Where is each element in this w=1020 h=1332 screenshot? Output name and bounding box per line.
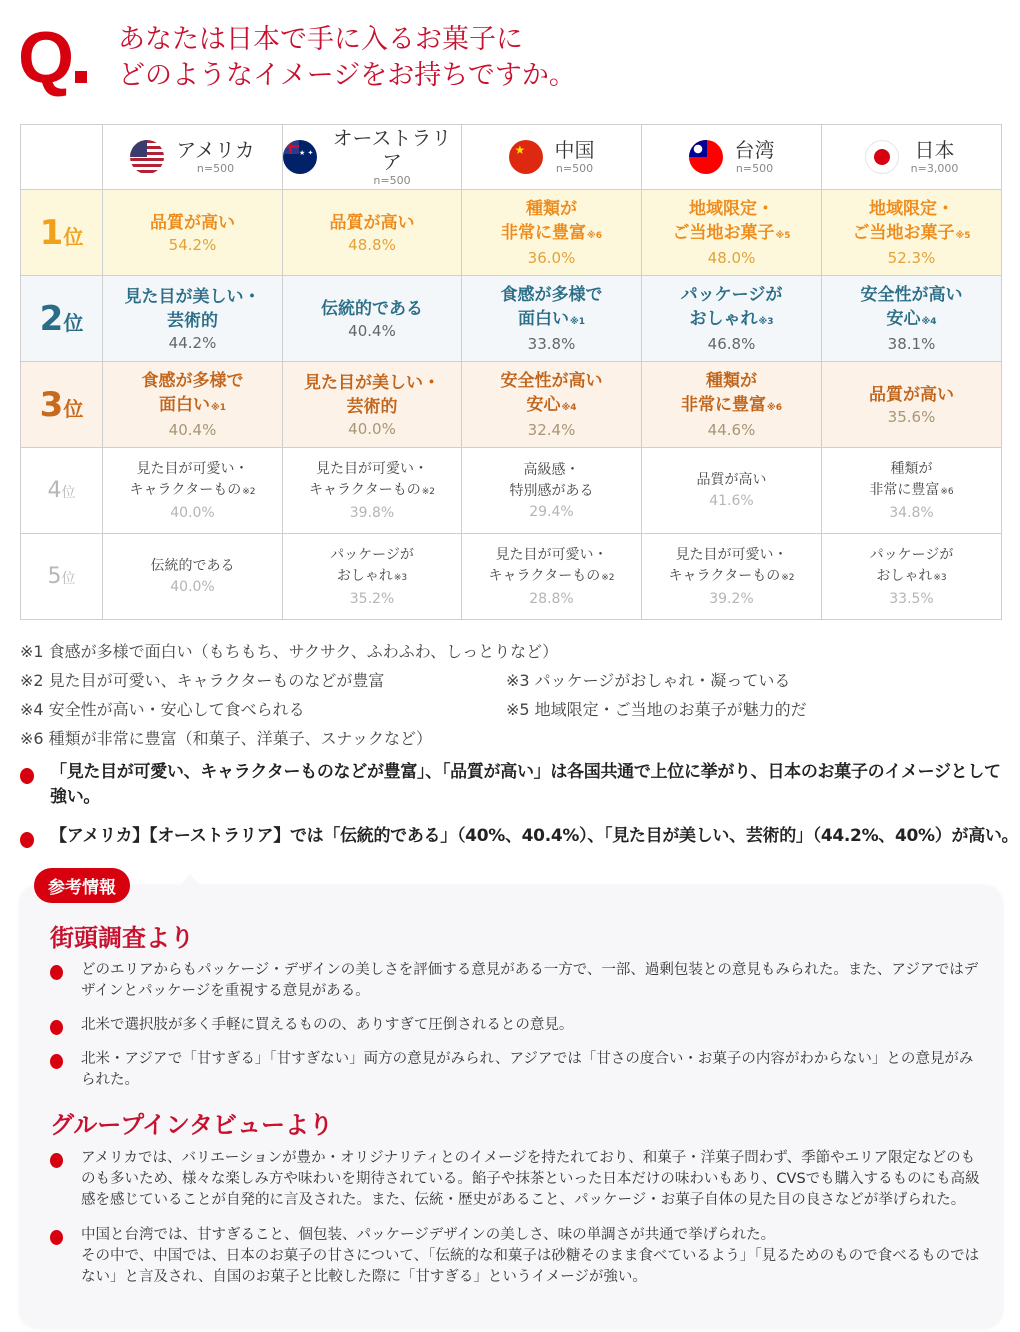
list-item: アメリカでは、バリエーションが豊か・オリジナリティとのイメージを持たれており、和菓子・洋菓子問わず、季節やエリア限定などのものも多いため、様々な楽しみ方や味わいを期待されている。餡子や抹茶といった日本だけの味わいもあり、CVSでも購入するものにも高級感を感じていることが自発的に言及された。また、伝統・歴史があること、パッケージ・お菓子自体の見た目の良さなどが挙げられた。 bbox=[50, 1148, 980, 1211]
rank-label: 2位 bbox=[21, 276, 103, 362]
rank-label: 3位 bbox=[21, 362, 103, 448]
australia-flag-icon bbox=[283, 140, 317, 174]
table-header-row bbox=[21, 125, 1002, 190]
street-survey-list bbox=[50, 960, 980, 1101]
rank-cell: 食感が多様で 面白い※1 33.8% bbox=[462, 276, 642, 362]
rank-cell: 伝統的である 40.4% bbox=[283, 276, 462, 362]
rank-cell: 見た目が美しい・ 芸術的 44.2% bbox=[103, 276, 283, 362]
country-name: 日本 bbox=[914, 138, 955, 162]
rank-cell: 安全性が高い 安心※4 38.1% bbox=[822, 276, 1002, 362]
rank-cell: 種類が 非常に豊富※6 36.0% bbox=[462, 190, 642, 276]
bullet-dot-icon bbox=[50, 1020, 63, 1035]
taiwan-flag-icon bbox=[689, 140, 723, 174]
footnote-5: ※5 地域限定・ご当地のお菓子が魅力的だ bbox=[506, 700, 807, 719]
summary-item: 「見た目が可愛い、キャラクターものなどが豊富」、「品質が高い」は各国共通で上位に挙がり、日本のお菓子のイメージとして強い。 bbox=[20, 760, 1005, 810]
rank-row-4 bbox=[21, 448, 1002, 534]
country-name: アメリカ bbox=[176, 138, 255, 162]
list-item: 北米で選択肢が多く手軽に買えるものの、ありすぎて圧倒されるとの意見。 bbox=[50, 1015, 980, 1036]
footnote-4: ※4 安全性が高い・安心して食べられる bbox=[20, 700, 305, 719]
rank-cell: パッケージが おしゃれ※3 46.8% bbox=[642, 276, 822, 362]
summary-item: 【アメリカ】【オーストラリア】では「伝統的である」（40%、40.4%）、「見た目が美しい、芸術的」（44.2%、40%）が高い。 bbox=[20, 824, 1005, 849]
japan-flag-icon bbox=[865, 140, 899, 174]
summary-list bbox=[20, 760, 1019, 863]
rank-cell: 食感が多様で 面白い※1 40.4% bbox=[103, 362, 283, 448]
rank-row-1 bbox=[21, 190, 1002, 276]
country-header bbox=[642, 125, 822, 190]
rank-cell: 品質が高い 35.6% bbox=[822, 362, 1002, 448]
bullet-dot-icon bbox=[20, 832, 34, 848]
country-name: 中国 bbox=[554, 138, 595, 162]
rank-cell: 見た目が可愛い・ キャラクターもの※2 28.8% bbox=[462, 534, 642, 620]
rank-label: 5位 bbox=[21, 534, 103, 620]
question-text bbox=[118, 22, 576, 94]
sample-size: n=3,000 bbox=[910, 162, 959, 175]
rank-cell: パッケージが おしゃれ※3 33.5% bbox=[822, 534, 1002, 620]
country-name: オーストラリア bbox=[332, 126, 452, 174]
rank-cell: パッケージが おしゃれ※3 35.2% bbox=[283, 534, 462, 620]
corner-cell bbox=[21, 125, 103, 190]
rank-label: 4位 bbox=[21, 448, 103, 534]
q-dot-icon bbox=[75, 71, 87, 83]
sample-size: n=500 bbox=[735, 162, 774, 175]
street-survey-heading: 街頭調査より bbox=[50, 924, 194, 952]
rank-cell: 見た目が可愛い・ キャラクターもの※2 39.8% bbox=[283, 448, 462, 534]
sample-size: n=500 bbox=[555, 162, 594, 175]
q-mark: Q bbox=[18, 18, 73, 98]
rank-row-5 bbox=[21, 534, 1002, 620]
bullet-dot-icon bbox=[50, 1054, 63, 1069]
group-interview-list bbox=[50, 1148, 980, 1298]
country-name: 台湾 bbox=[734, 138, 775, 162]
rank-cell: 品質が高い 54.2% bbox=[103, 190, 283, 276]
footnotes bbox=[20, 637, 1000, 753]
us-flag-icon bbox=[130, 140, 164, 174]
rank-cell: 伝統的である 40.0% bbox=[103, 534, 283, 620]
question-line-1: あなたは日本で手に入るお菓子に bbox=[118, 24, 523, 55]
list-item: 中国と台湾では、甘すぎること、個包装、パッケージデザインの美しさ、味の単調さが共通で挙げられた。 その中で、中国では、日本のお菓子の甘さについて、「伝統的な和菓子は砂糖そのまま食べているよう」「見るためのもので食べるものではない」と言及され、自国のお菓子と比較した際に「甘すぎる」というイメージが強い。 bbox=[50, 1225, 980, 1288]
bullet-dot-icon bbox=[50, 965, 63, 980]
rank-cell: 種類が 非常に豊富※6 44.6% bbox=[642, 362, 822, 448]
reference-tab-pointer bbox=[178, 874, 202, 888]
rank-row-2 bbox=[21, 276, 1002, 362]
rank-cell: 見た目が可愛い・ キャラクターもの※2 40.0% bbox=[103, 448, 283, 534]
country-header bbox=[283, 125, 462, 190]
group-interview-heading: グループインタビューより bbox=[50, 1111, 333, 1139]
footnote-3: ※3 パッケージがおしゃれ・凝っている bbox=[506, 671, 791, 690]
rank-cell: 安全性が高い 安心※4 32.4% bbox=[462, 362, 642, 448]
question-line-2: どのようなイメージをお持ちですか。 bbox=[118, 60, 576, 91]
bullet-dot-icon bbox=[50, 1153, 63, 1168]
country-header bbox=[462, 125, 642, 190]
rank-cell: 品質が高い 41.6% bbox=[642, 448, 822, 534]
rank-cell: 地域限定・ ご当地お菓子※5 52.3% bbox=[822, 190, 1002, 276]
rank-cell: 見た目が美しい・ 芸術的 40.0% bbox=[283, 362, 462, 448]
list-item: 北米・アジアで「甘すぎる」「甘すぎない」両方の意見がみられ、アジアでは「甘さの度合い・お菓子の内容がわからない」との意見がみられた。 bbox=[50, 1049, 980, 1091]
footnote-6: ※6 種類が非常に豊富（和菓子、洋菓子、スナックなど） bbox=[20, 729, 433, 748]
china-flag-icon bbox=[509, 140, 543, 174]
reference-tag: 参考情報 bbox=[34, 868, 130, 903]
list-item: どのエリアからもパッケージ・デザインの美しさを評価する意見がある一方で、一部、過剰包装との意見もみられた。また、アジアではデザインとパッケージを重視する意見がある。 bbox=[50, 960, 980, 1002]
question-header bbox=[18, 18, 576, 98]
rank-cell: 高級感・ 特別感がある 29.4% bbox=[462, 448, 642, 534]
bullet-dot-icon bbox=[50, 1230, 63, 1245]
sample-size: n=500 bbox=[373, 174, 411, 187]
country-header bbox=[103, 125, 283, 190]
country-header bbox=[822, 125, 1002, 190]
footnote-2: ※2 見た目が可愛い、キャラクターものなどが豊富 bbox=[20, 671, 385, 690]
rank-cell: 見た目が可愛い・ キャラクターもの※2 39.2% bbox=[642, 534, 822, 620]
footnote-1: ※1 食感が多様で面白い（もちもち、サクサク、ふわふわ、しっとりなど） bbox=[20, 642, 559, 661]
rank-cell: 地域限定・ ご当地お菓子※5 48.0% bbox=[642, 190, 822, 276]
rank-label: 1位 bbox=[21, 190, 103, 276]
sample-size: n=500 bbox=[196, 162, 235, 175]
ranking-table bbox=[20, 124, 1002, 620]
rank-row-3 bbox=[21, 362, 1002, 448]
rank-cell: 種類が 非常に豊富※6 34.8% bbox=[822, 448, 1002, 534]
rank-cell: 品質が高い 48.8% bbox=[283, 190, 462, 276]
bullet-dot-icon bbox=[20, 768, 34, 784]
